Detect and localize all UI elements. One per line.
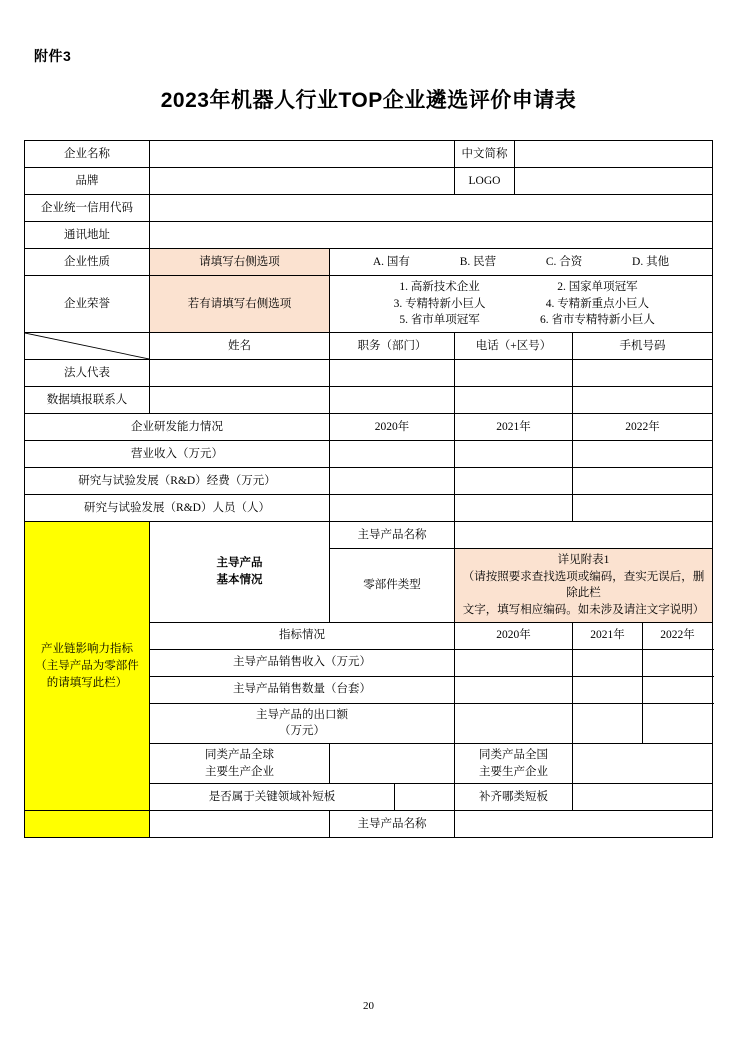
legal-rep-mobile-input[interactable] xyxy=(573,360,713,387)
chain-influence-line3: 的请填写此栏） xyxy=(46,676,128,689)
table-row xyxy=(25,360,713,387)
indicator-year-2021: 2021年 xyxy=(573,622,643,649)
address-label: 通讯地址 xyxy=(25,222,150,249)
diagonal-line-icon xyxy=(25,333,149,359)
honor-options-cell[interactable] xyxy=(330,276,713,333)
rd-capability-label: 企业研发能力情况 xyxy=(25,414,330,441)
product-export-label xyxy=(150,703,455,743)
table-row xyxy=(25,249,713,276)
product-sales-qty-2022-input[interactable] xyxy=(643,676,713,703)
revenue-2020-input[interactable] xyxy=(330,441,455,468)
chain-influence-line1: 产业链影响力指标 xyxy=(41,643,133,656)
chinese-abbr-input[interactable] xyxy=(515,141,713,168)
part-type-note-line3: 文字，填写相应编码。如未涉及请注文字说明） xyxy=(462,604,705,617)
year-2021-header: 2021年 xyxy=(455,414,573,441)
repeat-basic-cell xyxy=(150,811,330,838)
chinese-abbr-label: 中文简称 xyxy=(455,141,515,168)
honor-hint: 若有请填写右侧选项 xyxy=(150,276,330,333)
table-row xyxy=(25,495,713,522)
rd-personnel-2022-input[interactable] xyxy=(573,495,713,522)
diagonal-header-cell xyxy=(25,333,150,360)
rd-funding-2020-input[interactable] xyxy=(330,468,455,495)
product-sales-qty-2020-input[interactable] xyxy=(455,676,573,703)
rd-personnel-2020-input[interactable] xyxy=(330,495,455,522)
honor-option-3[interactable]: 3. 专精特新小巨人 xyxy=(393,297,486,310)
logo-input[interactable] xyxy=(515,168,713,195)
honor-label: 企业荣誉 xyxy=(25,276,150,333)
contact-header-name: 姓名 xyxy=(150,333,330,360)
table-row xyxy=(25,468,713,495)
product-export-line2: （万元） xyxy=(279,725,325,738)
nature-option-a[interactable]: A. 国有 xyxy=(372,255,410,268)
contact-header-phone: 电话（+区号） xyxy=(455,333,573,360)
revenue-label: 营业收入（万元） xyxy=(25,441,330,468)
nature-options-cell[interactable] xyxy=(330,249,713,276)
attachment-label: 附件3 xyxy=(34,48,72,64)
address-input[interactable] xyxy=(150,222,713,249)
nature-option-b[interactable]: B. 民营 xyxy=(459,255,497,268)
credit-code-label: 企业统一信用代码 xyxy=(25,195,150,222)
part-type-note xyxy=(455,549,713,623)
indicator-year-2022: 2022年 xyxy=(643,622,713,649)
company-name-input[interactable] xyxy=(150,141,455,168)
data-contact-label: 数据填报联系人 xyxy=(25,387,150,414)
main-product-name-label: 主导产品名称 xyxy=(330,522,455,549)
nature-option-c[interactable]: C. 合资 xyxy=(545,255,583,268)
which-shortcoming-label: 补齐哪类短板 xyxy=(455,784,573,811)
global-producers-line1: 同类产品全球 xyxy=(205,749,274,762)
nature-hint: 请填写右侧选项 xyxy=(150,249,330,276)
page-title: 2023年机器人行业TOP企业遴选评价申请表 xyxy=(160,89,577,112)
product-export-2020-input[interactable] xyxy=(455,703,573,743)
data-contact-name-input[interactable] xyxy=(150,387,330,414)
product-export-line1: 主导产品的出口额 xyxy=(256,708,348,721)
logo-label: LOGO xyxy=(455,168,515,195)
product-export-2022-input[interactable] xyxy=(643,703,713,743)
chain-influence-line2: （主导产品为零部件 xyxy=(35,659,139,672)
data-contact-phone-input[interactable] xyxy=(455,387,573,414)
legal-rep-phone-input[interactable] xyxy=(455,360,573,387)
table-row xyxy=(25,141,713,168)
product-sales-revenue-2021-input[interactable] xyxy=(573,649,643,676)
rd-funding-2021-input[interactable] xyxy=(455,468,573,495)
main-product-basic-label xyxy=(150,522,330,623)
chain-influence-label xyxy=(25,522,150,811)
company-name-label: 企业名称 xyxy=(25,141,150,168)
year-2020-header: 2020年 xyxy=(330,414,455,441)
year-2022-header: 2022年 xyxy=(573,414,713,441)
indicator-label: 指标情况 xyxy=(150,622,455,649)
honor-option-1[interactable]: 1. 高新技术企业 xyxy=(399,281,480,293)
key-field-input[interactable] xyxy=(395,784,455,811)
table-row xyxy=(25,276,713,333)
national-producers-input[interactable] xyxy=(573,744,713,784)
product-sales-revenue-2022-input[interactable] xyxy=(643,649,713,676)
global-producers-line2: 主要生产企业 xyxy=(205,765,274,778)
honor-option-6[interactable]: 6. 省市专精特新小巨人 xyxy=(539,314,655,327)
table-row xyxy=(25,222,713,249)
main-product-basic-line2: 基本情况 xyxy=(216,573,263,586)
page-number: 20 xyxy=(363,1000,374,1012)
part-type-note-line1: 详见附表1 xyxy=(557,554,610,567)
part-type-label: 零部件类型 xyxy=(330,549,455,623)
which-shortcoming-input[interactable] xyxy=(573,784,713,811)
data-contact-mobile-input[interactable] xyxy=(573,387,713,414)
chain-influence-label-continued xyxy=(25,811,150,838)
rd-personnel-label: 研究与试验发展（R&D）人员（人） xyxy=(25,495,330,522)
brand-input[interactable] xyxy=(150,168,455,195)
rd-funding-label: 研究与试验发展（R&D）经费（万元） xyxy=(25,468,330,495)
data-contact-position-input[interactable] xyxy=(330,387,455,414)
part-type-note-line2: （请按照要求查找选项或编码，查实无误后，删除此栏 xyxy=(462,570,705,600)
repeat-product-name-label: 主导产品名称 xyxy=(330,811,455,838)
product-sales-revenue-2020-input[interactable] xyxy=(455,649,573,676)
table-row xyxy=(25,195,713,222)
nature-label: 企业性质 xyxy=(25,249,150,276)
table-row xyxy=(25,811,713,838)
global-producers-label xyxy=(150,744,330,784)
repeat-product-name-input[interactable] xyxy=(455,811,713,838)
brand-label: 品牌 xyxy=(25,168,150,195)
legal-rep-label: 法人代表 xyxy=(25,360,150,387)
nature-option-d[interactable]: D. 其他 xyxy=(632,255,670,268)
product-export-2021-input[interactable] xyxy=(573,703,643,743)
main-product-basic-line1: 主导产品 xyxy=(216,557,263,570)
national-producers-line1: 同类产品全国 xyxy=(479,749,548,762)
table-row xyxy=(25,333,713,360)
contact-header-mobile: 手机号码 xyxy=(573,333,713,360)
rd-funding-2022-input[interactable] xyxy=(573,468,713,495)
application-form-table xyxy=(24,140,713,838)
revenue-2021-input[interactable] xyxy=(455,441,573,468)
honor-option-5[interactable]: 5. 省市单项冠军 xyxy=(399,314,480,327)
revenue-2022-input[interactable] xyxy=(573,441,713,468)
global-producers-input[interactable] xyxy=(330,744,455,784)
legal-rep-position-input[interactable] xyxy=(330,360,455,387)
contact-header-position: 职务（部门） xyxy=(330,333,455,360)
main-product-name-input[interactable] xyxy=(455,522,713,549)
honor-option-2[interactable]: 2. 国家单项冠军 xyxy=(557,281,638,293)
product-sales-revenue-label: 主导产品销售收入（万元） xyxy=(150,649,455,676)
credit-code-input[interactable] xyxy=(150,195,713,222)
rd-personnel-2021-input[interactable] xyxy=(455,495,573,522)
table-row xyxy=(25,168,713,195)
national-producers-label xyxy=(455,744,573,784)
national-producers-line2: 主要生产企业 xyxy=(479,765,548,778)
table-row xyxy=(25,387,713,414)
table-row xyxy=(25,414,713,441)
indicator-year-2020: 2020年 xyxy=(455,622,573,649)
product-sales-qty-2021-input[interactable] xyxy=(573,676,643,703)
honor-option-4[interactable]: 4. 专精新重点小巨人 xyxy=(545,297,650,310)
key-field-label: 是否属于关键领域补短板 xyxy=(150,784,395,811)
legal-rep-name-input[interactable] xyxy=(150,360,330,387)
product-sales-qty-label: 主导产品销售数量（台套） xyxy=(150,676,455,703)
table-row xyxy=(25,522,713,549)
table-row xyxy=(25,441,713,468)
